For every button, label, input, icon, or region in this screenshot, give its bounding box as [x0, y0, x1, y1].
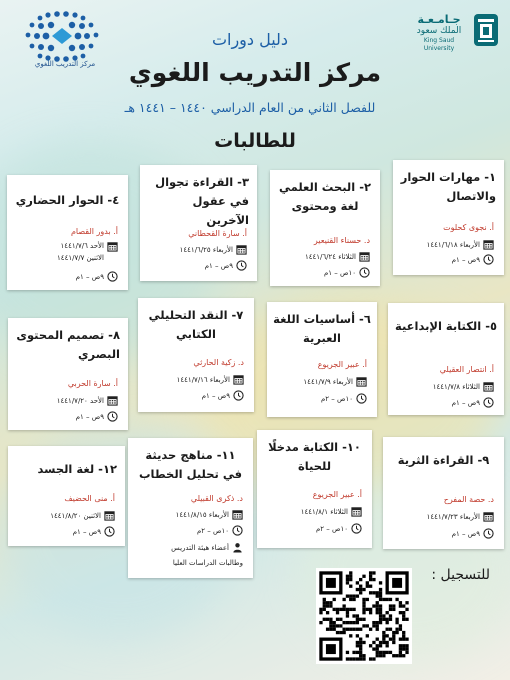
course-title: ٢- البحث العلمي لغة ومحتوى [278, 180, 372, 213]
university-logo [408, 12, 500, 58]
clock-icon [483, 528, 494, 539]
course-date: الأحد ١٤٤١/٧/٢٠ [56, 396, 104, 405]
course-time-row [76, 270, 118, 283]
course-title: ٤- الحوار الحضاري [15, 193, 120, 207]
course-date: الأربعاء ١٤٤١/٧/٩ [303, 377, 353, 386]
register-label: للتسجيل : [431, 567, 490, 583]
clock-icon [104, 526, 115, 537]
course-date-row [427, 510, 494, 523]
course-card[interactable] [267, 302, 377, 417]
course-instructor: أ. انتصار العقيلي [439, 365, 494, 374]
clock-icon [232, 525, 243, 536]
course-instructor: أ. نجوى كحلوت [443, 223, 494, 232]
course-time: ٩ص – ١م [451, 529, 480, 538]
course-card[interactable] [393, 160, 504, 275]
course-date: الثلاثاء ١٤٤١/٧/٨ [432, 382, 480, 391]
course-card[interactable] [140, 165, 257, 281]
course-time-row [321, 392, 367, 405]
course-card[interactable] [8, 318, 128, 430]
qr-code[interactable] [316, 568, 412, 664]
calendar-icon [359, 251, 370, 262]
course-time-row [452, 253, 494, 266]
calendar-icon [107, 395, 118, 406]
course-instructor: د. حسناء القنيعير [313, 236, 370, 245]
course-date-row [433, 380, 494, 393]
clock-icon [107, 411, 118, 422]
course-title: ٩- القراءة الثرية [397, 453, 490, 467]
audience-heading: للطالبات [214, 130, 296, 152]
clock-icon [356, 393, 367, 404]
course-date: الأربعاء ١٤٤١/٧/١٦ [176, 375, 230, 384]
clock-icon [107, 271, 118, 282]
calendar-icon [232, 509, 243, 520]
university-seal-icon [472, 12, 500, 48]
course-title: ٦- أساسيات اللغة العبرية [273, 312, 371, 345]
course-date: الثلاثاء ١٤٤١/٨/١ [300, 507, 348, 516]
course-time-row [197, 524, 243, 537]
course-title: ٥- الكتابة الإبداعية [395, 319, 497, 333]
course-time-row [316, 522, 362, 535]
course-card[interactable] [8, 446, 125, 546]
course-card[interactable] [270, 170, 380, 286]
calendar-icon [233, 374, 244, 385]
course-instructor: د. زكية الحارثي [193, 358, 244, 367]
course-time: ٩ص – ١م [451, 398, 480, 407]
course-time: ٩ص – ١م [72, 527, 101, 536]
course-time: ٩ص – ١م [75, 272, 104, 281]
clock-icon [236, 260, 247, 271]
course-instructor: أ. سارة الحربي [67, 379, 118, 388]
course-date: الأحد ١٤٤١/٧/٦ [60, 242, 104, 250]
guide-label: دليل دورات [211, 30, 289, 49]
calendar-icon [236, 244, 247, 255]
course-title: ١٠- الكتابة مدخلًا للحياة [268, 440, 361, 473]
course-card[interactable] [138, 298, 254, 412]
course-instructor: أ. سارة القحطاني [188, 229, 247, 238]
calendar-icon [483, 239, 494, 250]
course-instructor: أ. عبير الجريوع [312, 490, 362, 499]
course-date-row [50, 509, 115, 522]
course-date: الأربعاء ١٤٤١/٦/٢٥ [179, 245, 233, 254]
course-date-row [305, 250, 370, 263]
course-date-row [177, 373, 244, 386]
clock-icon [233, 390, 244, 401]
course-time: ١٠ص – ٢م [320, 394, 353, 403]
calendar-icon [104, 510, 115, 521]
course-date: الأربعاء ١٤٤١/٨/١٥ [175, 510, 229, 519]
course-time: ٩ص – ١م [451, 255, 480, 264]
university-name [408, 14, 470, 53]
course-date-row [427, 238, 494, 251]
clock-icon [359, 267, 370, 278]
course-card[interactable] [257, 430, 372, 548]
course-time-row [73, 525, 115, 538]
course-date: الثلاثاء ١٤٤١/٦/٢٤ [304, 252, 356, 261]
person-icon [232, 542, 243, 553]
calendar-icon [351, 506, 362, 517]
semester-subtitle: للفصل الثاني من العام الدراسي ١٤٤٠ – ١٤٤١ هـ [124, 100, 376, 115]
course-date-row [303, 375, 367, 388]
course-instructor: أ. منى الحضيف [64, 494, 115, 503]
course-title: ١١- مناهج حديثة في تحليل الخطاب [138, 448, 243, 481]
course-card[interactable] [383, 437, 504, 549]
calendar-icon [356, 376, 367, 387]
course-instructor: د. حصة المفرح [443, 495, 494, 504]
course-date: الاثنين ١٤٤١/٨/٢٠ [50, 511, 101, 520]
course-title: ٣- القراءة تجوال في عقول الآخرين [155, 175, 249, 227]
course-title: ١- مهارات الحوار والاتصال [400, 170, 496, 203]
course-time: ١٠ص – ١م [323, 268, 356, 277]
calendar-icon [107, 241, 118, 252]
course-time-row [452, 527, 494, 540]
course-time-row [202, 389, 244, 402]
course-time-row [452, 396, 494, 409]
logo-caption: مركز التدريب اللغوي [34, 60, 96, 68]
course-date-row [301, 505, 362, 518]
course-date: الأربعاء ١٤٤١/٦/١٨ [426, 240, 480, 249]
course-time: ٩ص – ١م [201, 391, 230, 400]
course-date-2: الاثنين ١٤٤١/٧/٧ [57, 254, 104, 262]
course-card[interactable] [128, 438, 253, 578]
course-card[interactable] [7, 175, 128, 290]
course-instructor: أ. بدور القصام [70, 227, 118, 236]
course-title: ٨- تصميم المحتوى البصري [16, 328, 120, 361]
course-date-row [176, 508, 243, 521]
course-instructor: أ. عبير الجريوع [317, 360, 367, 369]
university-name-ar-2: الملك سعود [416, 26, 462, 36]
course-date-row [180, 243, 247, 256]
calendar-icon [483, 511, 494, 522]
course-audience-row-2 [173, 556, 243, 569]
university-name-en: King Saud University [423, 37, 455, 52]
university-name-ar: جـامـعـة [417, 13, 461, 26]
course-date-row [57, 394, 118, 407]
calendar-icon [483, 381, 494, 392]
clock-icon [483, 397, 494, 408]
course-date: الأربعاء ١٤٤١/٧/٢٣ [426, 512, 480, 521]
course-audience-2: وطالبات الدراسات العليا [172, 558, 243, 567]
course-audience: أعضاء هيئة التدريس [171, 543, 229, 552]
clock-icon [351, 523, 362, 534]
course-time-row [76, 410, 118, 423]
course-title: ١٢- لغة الجسد [37, 462, 117, 476]
course-time: ١٠ص – ٢م [315, 524, 348, 533]
course-audience-row [171, 541, 243, 554]
course-card[interactable] [388, 303, 504, 415]
course-date-row [57, 240, 118, 262]
course-instructor: د. ذكرى القبيلي [190, 494, 243, 503]
course-title: ٧- النقد التحليلي الكتابي [148, 308, 244, 341]
course-time-row [324, 266, 370, 279]
course-time: ١٠ص – ٢م [196, 526, 229, 535]
page-title: مركز التدريب اللغوي [128, 58, 382, 87]
course-time-row [205, 259, 247, 272]
clock-icon [483, 254, 494, 265]
course-time: ٩ص – ١م [75, 412, 104, 421]
course-time: ٩ص – ١م [204, 261, 233, 270]
